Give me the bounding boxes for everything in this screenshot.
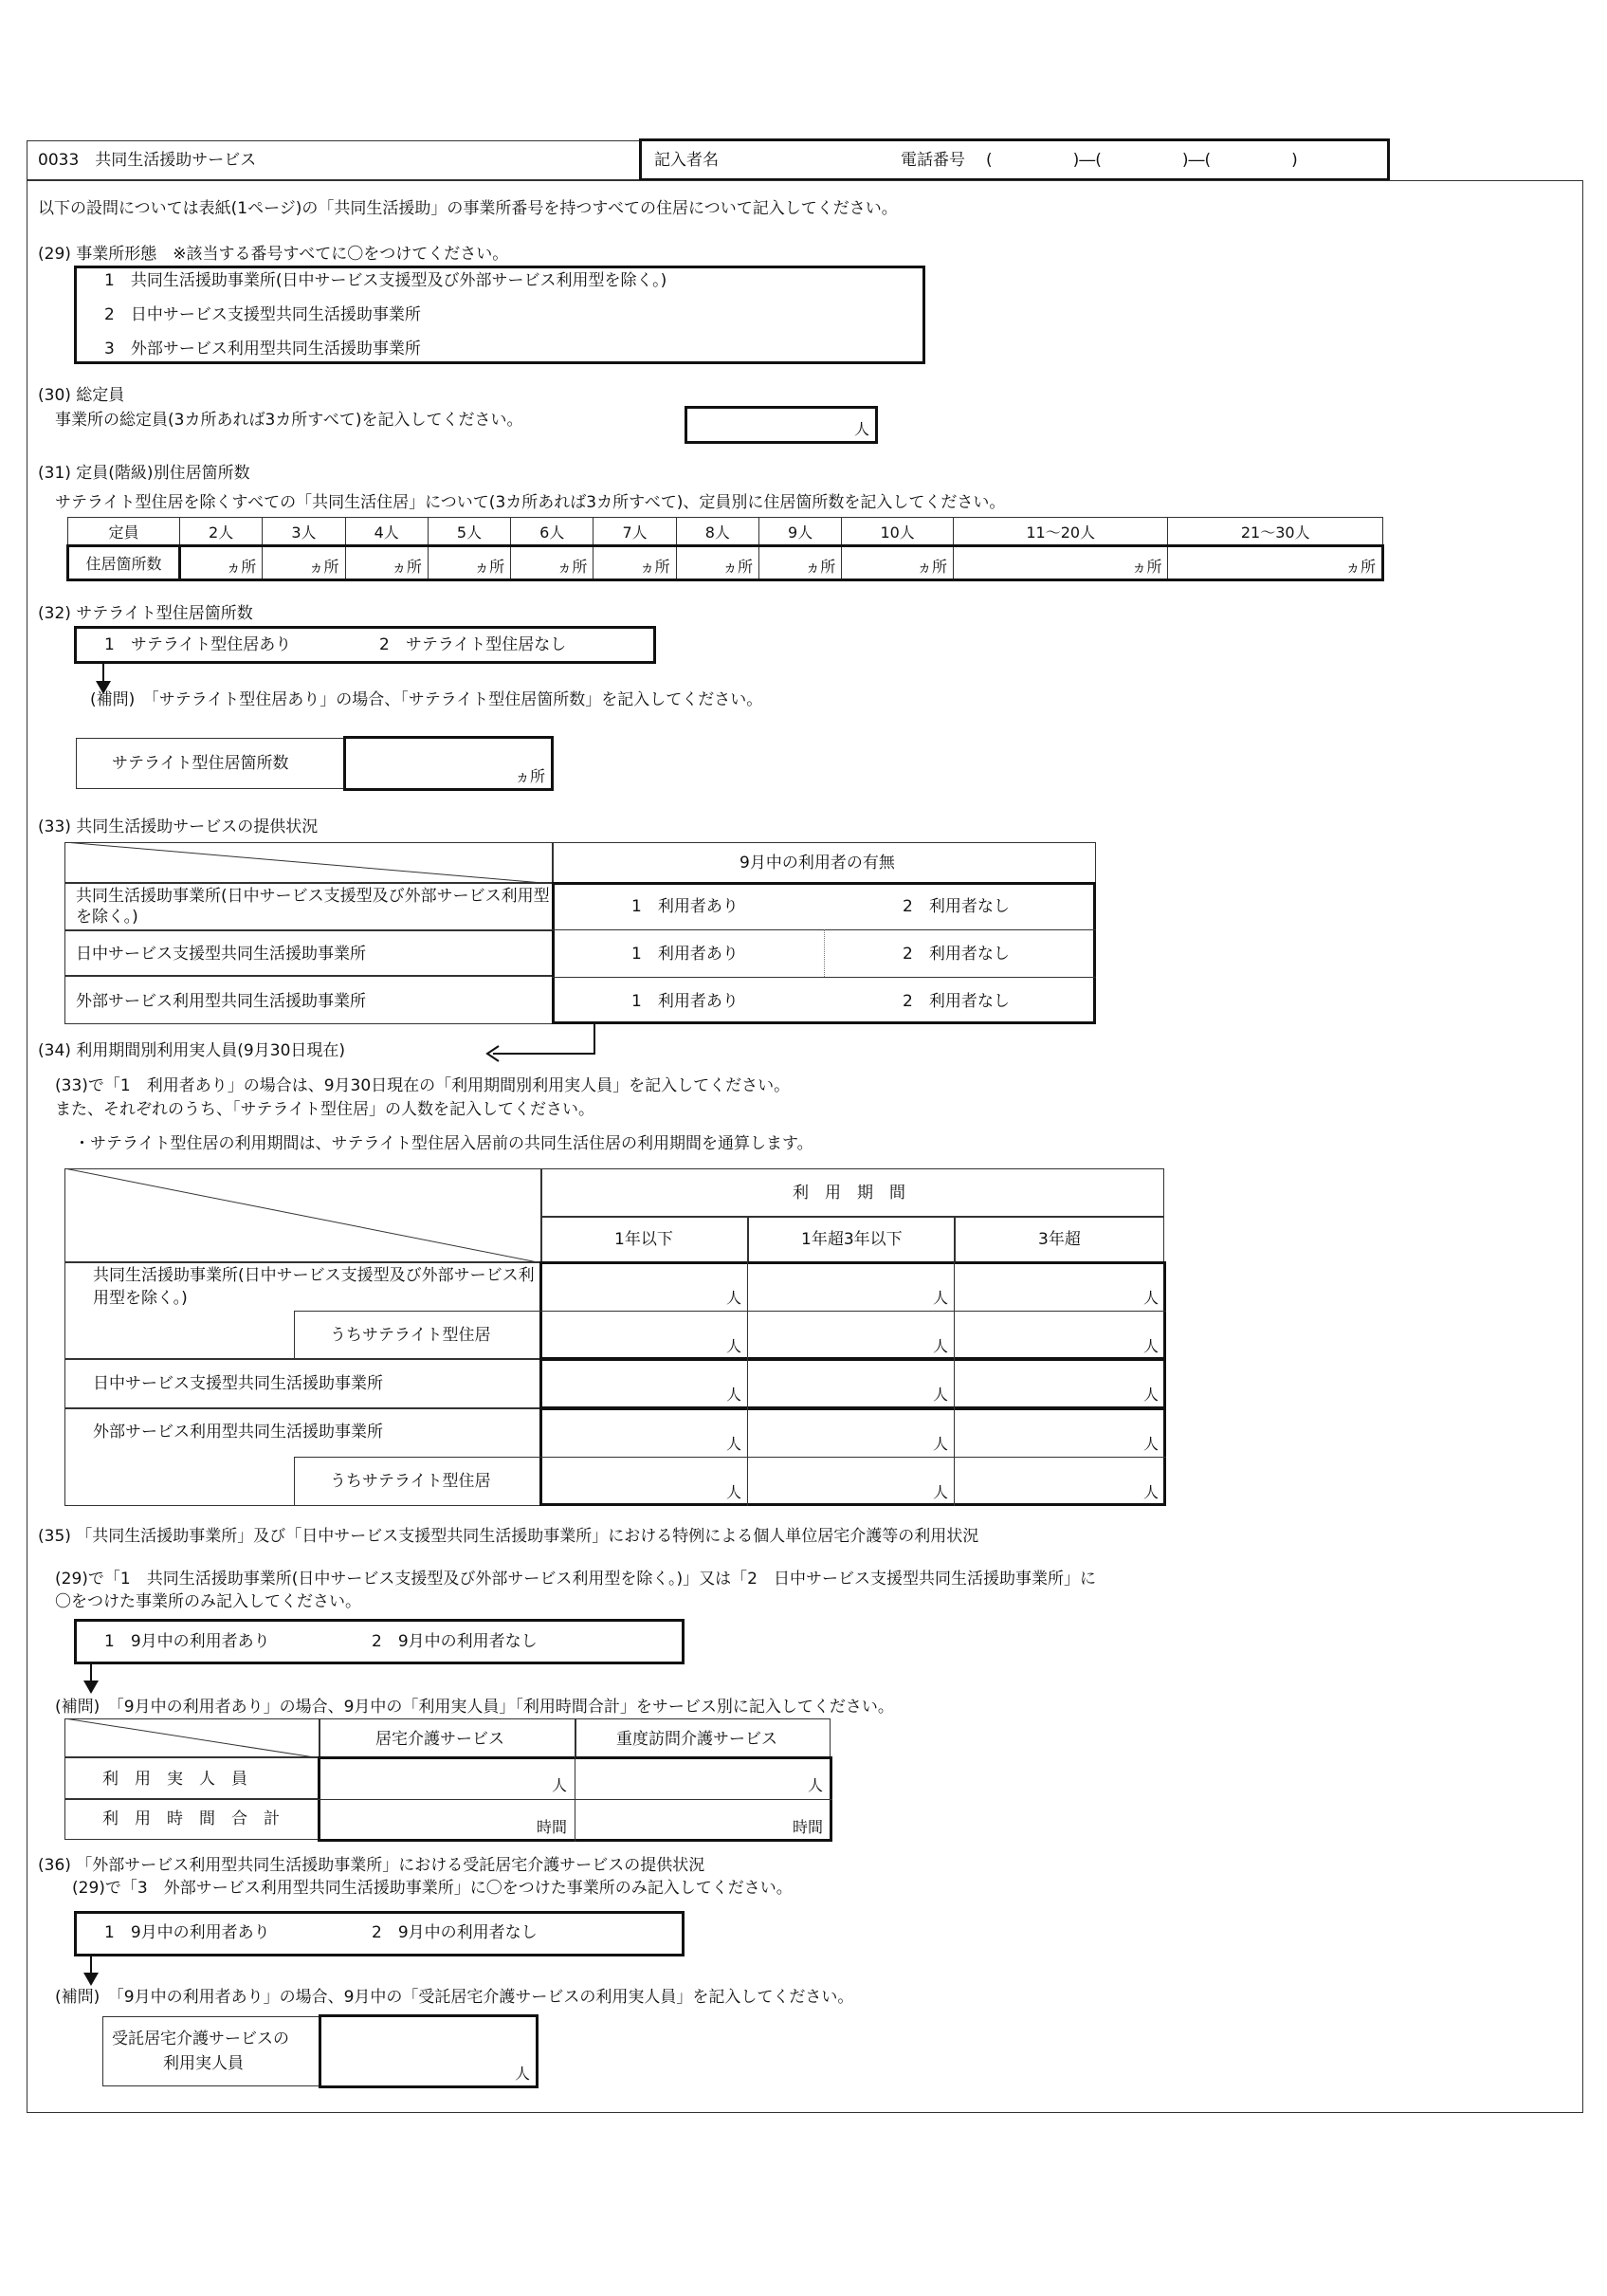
- q34-row1-input[interactable]: [542, 1264, 747, 1310]
- q33-row1-opt1[interactable]: 1 利用者あり: [631, 897, 739, 916]
- unit-label: 人: [1142, 1435, 1159, 1453]
- unit-label: 時間: [536, 1818, 567, 1836]
- q35-visit-hours-input[interactable]: [576, 1801, 829, 1839]
- q33-row3-opt2[interactable]: 2 利用者なし: [903, 992, 1010, 1011]
- q36-arrow-down-icon: [83, 1973, 99, 1986]
- recorder-name-field[interactable]: [730, 144, 891, 174]
- q34-row3-satellite-input[interactable]: [956, 1459, 1164, 1504]
- q31-unit: ヵ所: [916, 558, 947, 576]
- unit-label: 人: [725, 1386, 741, 1404]
- q33-col-divider: [824, 929, 825, 977]
- q35-row-hours: 利 用 時 間 合 計: [102, 1809, 280, 1828]
- q31-unit: ヵ所: [226, 558, 257, 576]
- q34-diagonal: [64, 1168, 542, 1263]
- q33-row2-opt2[interactable]: 2 利用者なし: [903, 945, 1010, 964]
- q34-row3-label: 外部サービス利用型共同生活援助事業所: [93, 1423, 383, 1442]
- page-title: 0033 共同生活援助サービス: [38, 151, 257, 170]
- q29-option-3[interactable]: 3 外部サービス利用型共同生活援助事業所: [104, 340, 421, 358]
- q36-label-line2: 利用実人員: [163, 2054, 244, 2073]
- q31-unit: ヵ所: [1344, 558, 1376, 576]
- q34-grid-hline: [539, 1457, 1166, 1458]
- q34-row2-input[interactable]: [956, 1361, 1164, 1406]
- q33-col-header: 9月中の利用者の有無: [740, 854, 895, 872]
- q36-supplement: (補問) 「9月中の利用者あり」の場合、9月中の「受託居宅介護サービスの利用実人員」を記入してください。: [55, 1988, 854, 2007]
- q36-option-1[interactable]: 1 9月中の利用者あり: [104, 1923, 270, 1942]
- q30-unit: 人: [853, 420, 869, 438]
- q32-supplement: (補問) 「サテライト型住居あり」の場合、「サテライト型住居箇所数」を記入してください。: [90, 690, 763, 709]
- q34-instruction-2: また、それぞれのうち、「サテライト型住居」の人数を記入してください。: [55, 1100, 594, 1119]
- q35-option-2[interactable]: 2 9月中の利用者なし: [372, 1632, 538, 1651]
- q31-unit: ヵ所: [474, 558, 505, 576]
- q34-row1-satellite-input[interactable]: [956, 1313, 1164, 1358]
- q35-instruction-2: 〇をつけた事業所のみ記入してください。: [55, 1592, 361, 1611]
- q29-title: (29) 事業所形態 ※該当する番号すべてに〇をつけてください。: [38, 245, 509, 264]
- q36-label-box: [102, 2016, 320, 2086]
- q33-row2-opt1[interactable]: 1 利用者あり: [631, 945, 739, 964]
- q35-supplement: (補問) 「9月中の利用者あり」の場合、9月中の「利用実人員」「利用時間合計」をサービス別に記入してください。: [55, 1698, 894, 1717]
- q31-unit: ヵ所: [639, 558, 670, 576]
- q34-row3-input[interactable]: [542, 1410, 747, 1456]
- arrow-left-icon: [485, 1045, 504, 1062]
- q32-title: (32) サテライト型住居箇所数: [38, 604, 253, 623]
- q31-col-header: 7人: [593, 518, 676, 546]
- q32-label: サテライト型住居箇所数: [112, 754, 289, 773]
- q31-count-input[interactable]: [345, 546, 428, 580]
- unit-label: 人: [932, 1337, 948, 1355]
- q34-row1-input[interactable]: [749, 1264, 954, 1310]
- q31-unit: ヵ所: [391, 558, 422, 576]
- q31-count-input[interactable]: [1168, 546, 1383, 580]
- unit-label: 人: [551, 1776, 567, 1794]
- q33-row-divider: [552, 977, 1096, 978]
- q34-title: (34) 利用期間別利用実人員(9月30日現在): [38, 1041, 346, 1060]
- q34-row3-satellite-input[interactable]: [749, 1459, 954, 1504]
- q31-unit: ヵ所: [805, 558, 836, 576]
- q34-row3-input[interactable]: [956, 1410, 1164, 1456]
- q31-title: (31) 定員(階級)別住居箇所数: [38, 464, 250, 483]
- unit-label: 人: [725, 1289, 741, 1307]
- q30-total-input[interactable]: [685, 406, 878, 444]
- unit-label: 人: [807, 1776, 823, 1794]
- q33-diagonal: [64, 842, 554, 884]
- q31-instruction: サテライト型住居を除くすべての「共同生活住居」について(3カ所あれば3カ所すべて)、定員別に住居箇所数を記入してください。: [55, 493, 1006, 512]
- q36-unit: 人: [514, 2065, 530, 2083]
- q34-grid-vline: [747, 1261, 748, 1506]
- q34-col-1year: 1年以下: [614, 1230, 673, 1249]
- q34-row1-satellite-input[interactable]: [542, 1313, 747, 1358]
- q31-col-header: 9人: [758, 518, 841, 546]
- unit-label: 人: [725, 1435, 741, 1453]
- q35-col-severe-visit: 重度訪問介護サービス: [616, 1730, 777, 1749]
- q34-row1-label: 共同生活援助事業所(日中サービス支援型及び外部サービス利用型を除く。): [93, 1266, 535, 1308]
- q36-title: (36) 「外部サービス利用型共同生活援助事業所」における受託居宅介護サービスの提供状況: [38, 1856, 705, 1875]
- intro-text: 以下の設問については表紙(1ページ)の「共同生活援助」の事業所番号を持つすべての住居について記入してください。: [38, 199, 898, 218]
- phone-number-field[interactable]: ( )―( )―( ): [986, 151, 1298, 170]
- q35-option-1[interactable]: 1 9月中の利用者あり: [104, 1632, 270, 1651]
- unit-label: 人: [1142, 1483, 1159, 1501]
- q30-instruction: 事業所の総定員(3カ所あれば3カ所すべて)を記入してください。: [55, 411, 523, 430]
- q31-header-capacity: 定員: [68, 518, 180, 546]
- unit-label: 時間: [792, 1818, 823, 1836]
- q34-row2-input[interactable]: [542, 1361, 747, 1406]
- q31-count-input[interactable]: [593, 546, 676, 580]
- q29-option-1[interactable]: 1 共同生活援助事業所(日中サービス支援型及び外部サービス利用型を除く。): [104, 271, 667, 290]
- q32-count-input[interactable]: [343, 736, 554, 791]
- q34-row1-sub-label: うちサテライト型住居: [330, 1326, 491, 1345]
- unit-label: 人: [932, 1483, 948, 1501]
- recorder-label: 記入者名: [654, 151, 719, 170]
- unit-label: 人: [932, 1386, 948, 1404]
- q31-unit: ヵ所: [308, 558, 339, 576]
- q31-col-header: 6人: [511, 518, 593, 546]
- q32-option-1[interactable]: 1 サテライト型住居あり: [104, 635, 292, 654]
- q34-row3-sub-label: うちサテライト型住居: [330, 1472, 491, 1491]
- q33-row1-label: 共同生活援助事業所(日中サービス支援型及び外部サービス利用型を除く。): [76, 887, 550, 927]
- q33-row3-opt1[interactable]: 1 利用者あり: [631, 992, 739, 1011]
- q34-arrow-line-h: [493, 1053, 595, 1055]
- q35-home-hours-input[interactable]: [320, 1801, 573, 1839]
- q33-title: (33) 共同生活援助サービスの提供状況: [38, 817, 319, 836]
- q35-home-persons-input[interactable]: [320, 1759, 573, 1797]
- q35-col-home-care: 居宅介護サービス: [375, 1730, 504, 1749]
- q32-option-2[interactable]: 2 サテライト型住居なし: [379, 635, 567, 654]
- q34-row1-input[interactable]: [956, 1264, 1164, 1310]
- q31-col-header: 5人: [428, 518, 510, 546]
- q34-instruction-1: (33)で「1 利用者あり」の場合は、9月30日現在の「利用期間別利用実人員」を記入してください。: [55, 1076, 791, 1095]
- q31-count-input[interactable]: [842, 546, 954, 580]
- q36-label-line1: 受託居宅介護サービスの: [112, 2030, 289, 2048]
- q35-diagonal: [64, 1718, 320, 1758]
- q30-title: (30) 総定員: [38, 386, 125, 405]
- q36-instruction: (29)で「3 外部サービス利用型共同生活援助事業所」に〇をつけた事業所のみ記入してください。: [72, 1879, 793, 1898]
- q34-note: ・サテライト型住居の利用期間は、サテライト型住居入居前の共同生活住居の利用期間を通算します。: [74, 1134, 813, 1153]
- q34-row3-input[interactable]: [749, 1410, 954, 1456]
- q35-instruction-1: (29)で「1 共同生活援助事業所(日中サービス支援型及び外部サービス利用型を除く。)」又は「2 日中サービス支援型共同生活援助事業所」に: [55, 1570, 1096, 1589]
- q31-count-input[interactable]: [758, 546, 841, 580]
- unit-label: 人: [1142, 1386, 1159, 1404]
- q36-persons-input[interactable]: [319, 2014, 539, 2088]
- q31-unit: ヵ所: [557, 558, 588, 576]
- q34-row2-label: 日中サービス支援型共同生活援助事業所: [93, 1374, 383, 1393]
- q34-grid-hline: [539, 1311, 1166, 1312]
- q31-col-header: 11～20人: [954, 518, 1168, 546]
- q35-title: (35) 「共同生活援助事業所」及び「日中サービス支援型共同生活援助事業所」における特例による個人単位居宅介護等の利用状況: [38, 1527, 979, 1546]
- q34-row2-input[interactable]: [749, 1361, 954, 1406]
- q34-grid-vline: [954, 1261, 955, 1506]
- q31-col-header: 4人: [345, 518, 428, 546]
- q33-row3-label: 外部サービス利用型共同生活援助事業所: [76, 992, 366, 1011]
- unit-label: 人: [725, 1483, 741, 1501]
- unit-label: 人: [932, 1435, 948, 1453]
- q35-arrow-down-icon: [83, 1681, 99, 1694]
- unit-label: 人: [932, 1289, 948, 1307]
- q33-row1-opt2[interactable]: 2 利用者なし: [903, 897, 1010, 916]
- q31-count-input[interactable]: [180, 546, 263, 580]
- q34-col-over3year: 3年超: [1038, 1230, 1081, 1249]
- q33-row2-label: 日中サービス支援型共同生活援助事業所: [76, 945, 366, 964]
- q29-option-2[interactable]: 2 日中サービス支援型共同生活援助事業所: [104, 305, 421, 324]
- q31-unit: ヵ所: [1131, 558, 1162, 576]
- q31-count-input[interactable]: [511, 546, 593, 580]
- q35-row-persons: 利 用 実 人 員: [102, 1770, 247, 1789]
- q31-col-header: 2人: [180, 518, 263, 546]
- q31-count-input[interactable]: [263, 546, 345, 580]
- q31-count-input[interactable]: [428, 546, 510, 580]
- unit-label: 人: [725, 1337, 741, 1355]
- q31-col-header: 3人: [263, 518, 345, 546]
- phone-label: 電話番号: [901, 151, 965, 170]
- q31-header-count: 住居箇所数: [68, 546, 180, 580]
- unit-label: 人: [1142, 1289, 1159, 1307]
- q31-table: [66, 517, 1384, 581]
- q31-count-input[interactable]: [954, 546, 1168, 580]
- q31-col-header: 10人: [842, 518, 954, 546]
- unit-label: 人: [1142, 1337, 1159, 1355]
- q34-row3-satellite-input[interactable]: [542, 1459, 747, 1504]
- q34-arrow-line-v: [593, 1024, 595, 1053]
- q36-option-2[interactable]: 2 9月中の利用者なし: [372, 1923, 538, 1942]
- q31-col-header: 21～30人: [1168, 518, 1383, 546]
- q34-period-header: 利 用 期 間: [793, 1184, 905, 1203]
- q34-col-1to3year: 1年超3年以下: [801, 1230, 903, 1249]
- q34-row1-satellite-input[interactable]: [749, 1313, 954, 1358]
- q35-visit-persons-input[interactable]: [576, 1759, 829, 1797]
- q31-unit: ヵ所: [721, 558, 753, 576]
- q31-col-header: 8人: [676, 518, 758, 546]
- q31-count-input[interactable]: [676, 546, 758, 580]
- q32-unit: ヵ所: [514, 767, 545, 785]
